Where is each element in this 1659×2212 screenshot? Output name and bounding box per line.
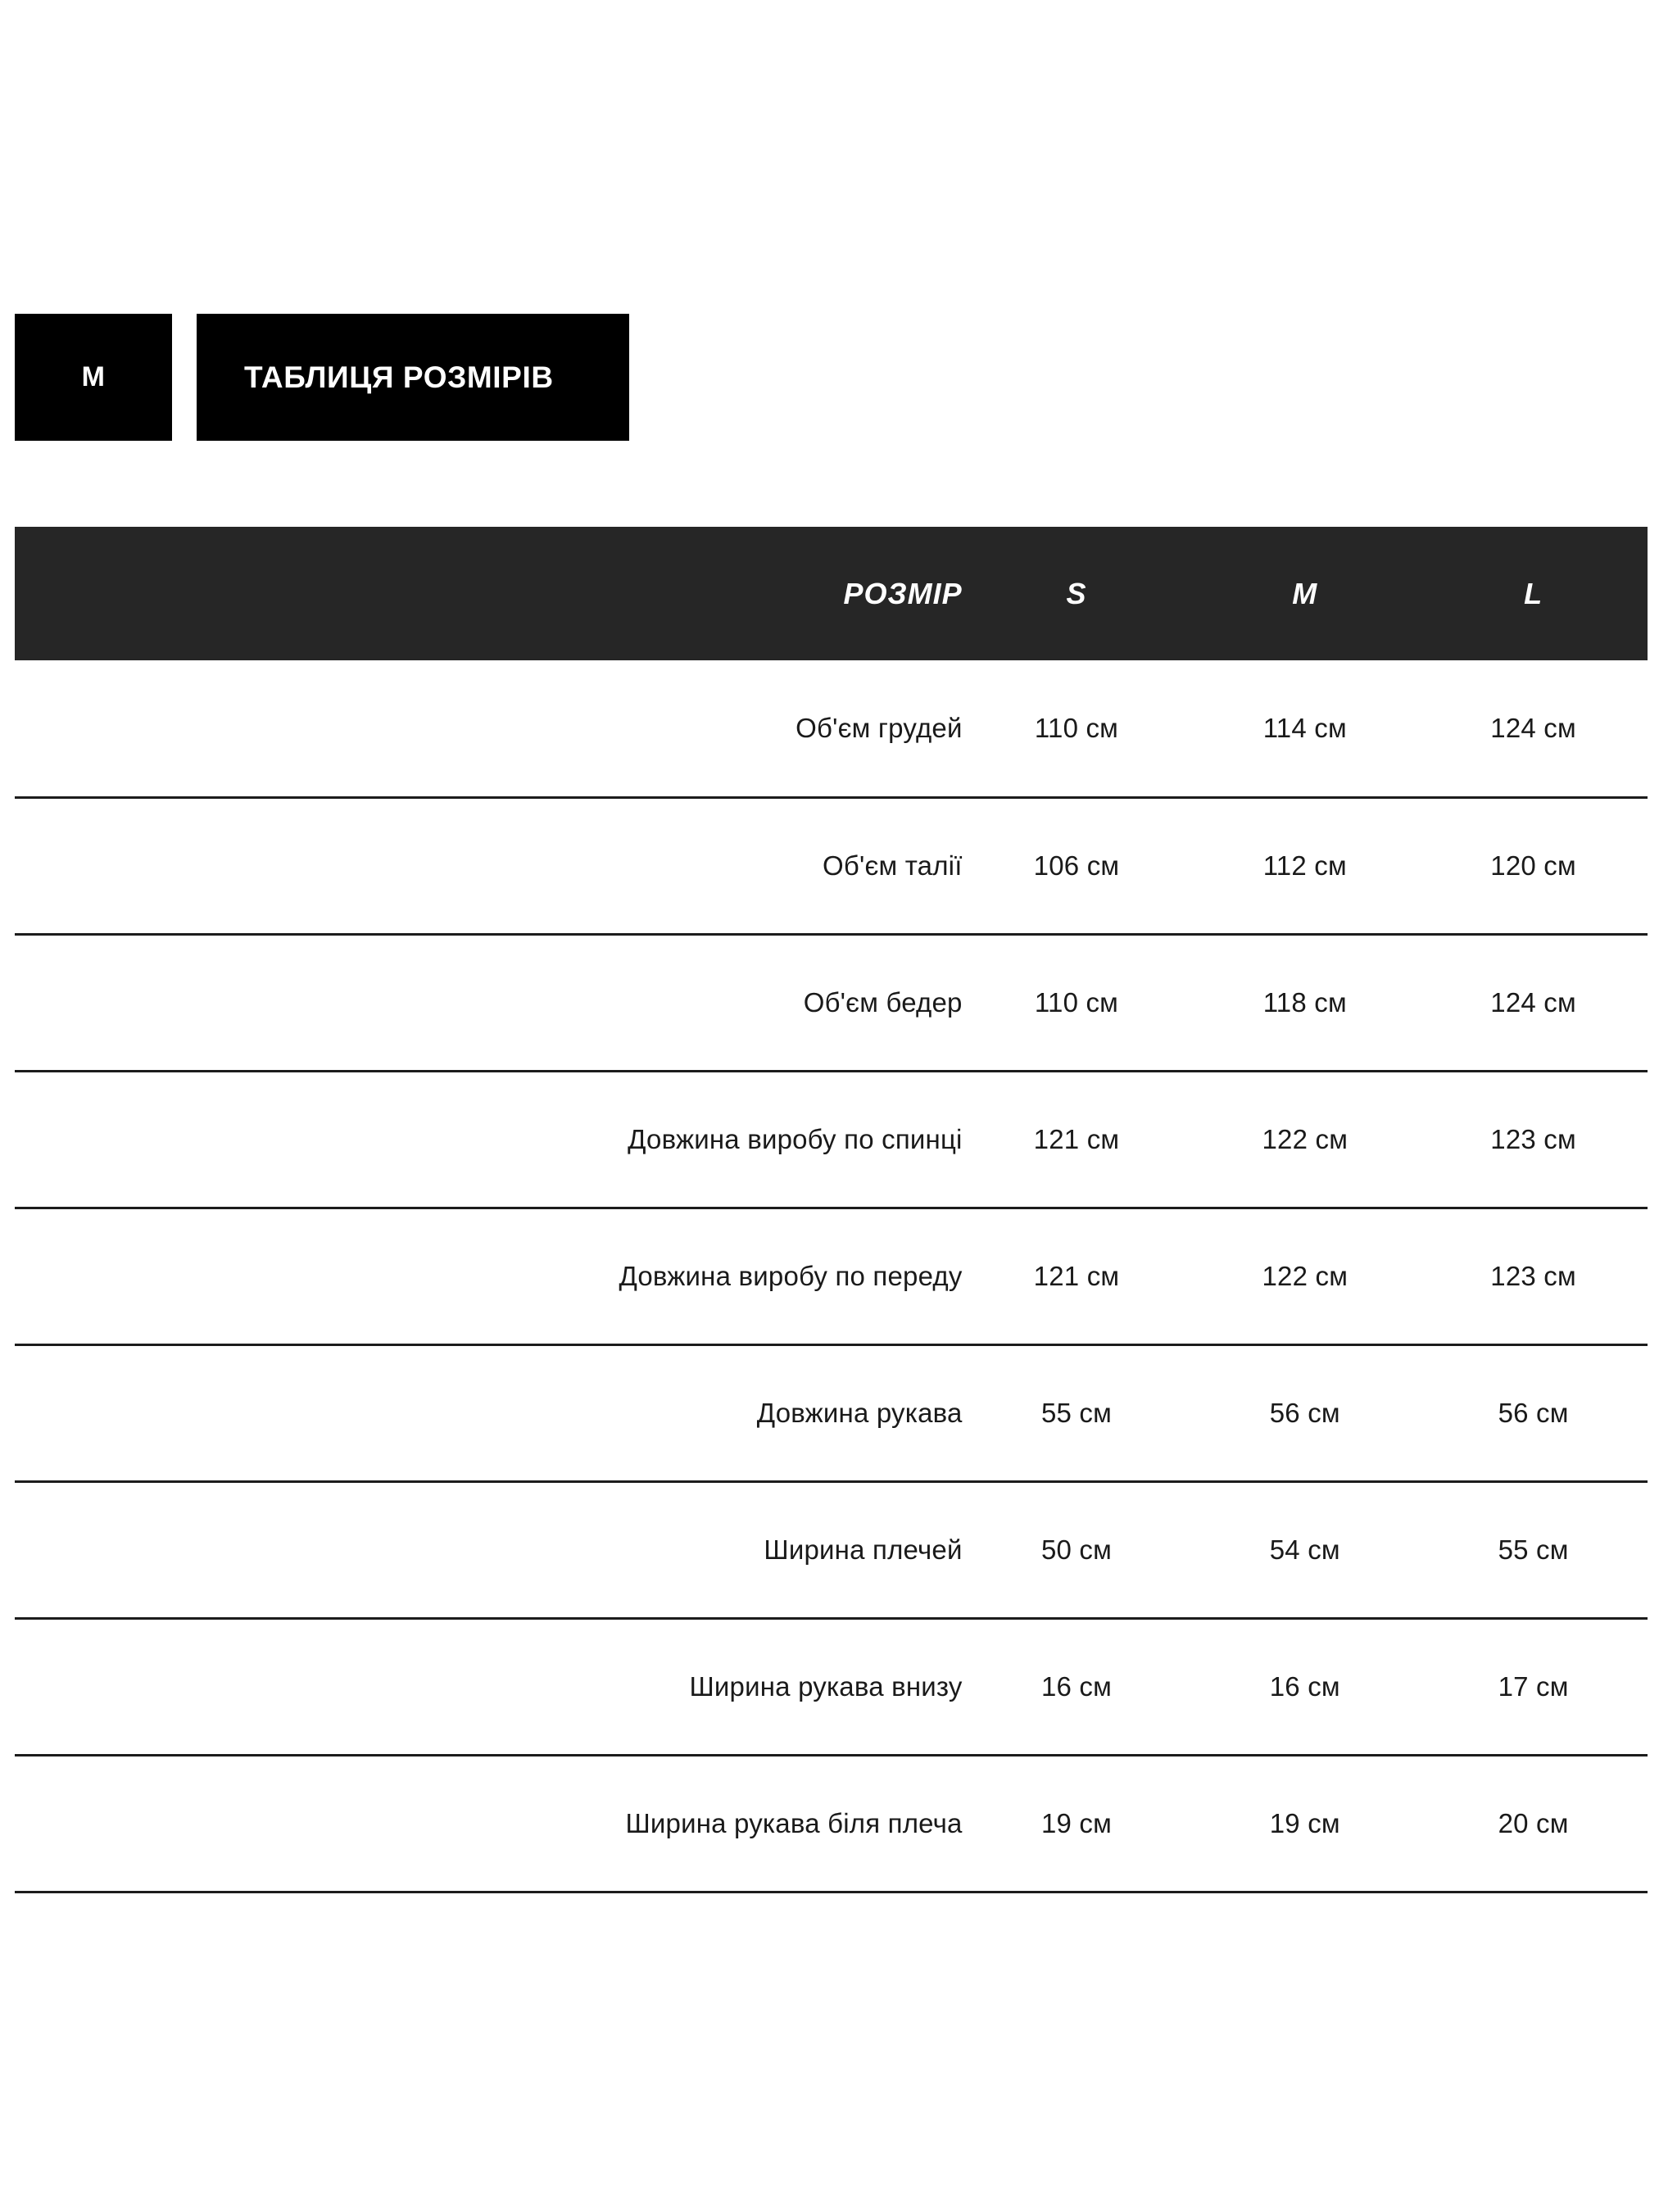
row-value-l: 124 см (1419, 660, 1648, 797)
row-label: Об'єм грудей (15, 660, 963, 797)
row-value-l: 20 см (1419, 1755, 1648, 1892)
row-value-m: 112 см (1190, 797, 1419, 934)
row-value-m: 114 см (1190, 660, 1419, 797)
size-table (15, 527, 1648, 1893)
row-value-m: 19 см (1190, 1755, 1419, 1892)
row-label: Об'єм бедер (15, 934, 963, 1071)
header-size-l: L (1524, 576, 1543, 610)
row-value-s: 16 см (963, 1618, 1191, 1755)
table-header-row (15, 527, 1648, 660)
row-value-s: 19 см (963, 1755, 1191, 1892)
row-value-s: 121 см (963, 1208, 1191, 1344)
selected-size-label: M (81, 361, 106, 392)
row-value-l: 120 см (1419, 797, 1648, 934)
size-table-container (15, 527, 1648, 1893)
header-size-s: S (1066, 576, 1087, 610)
row-value-m: 122 см (1190, 1071, 1419, 1208)
row-value-m: 16 см (1190, 1618, 1419, 1755)
row-label: Довжина виробу по переду (15, 1208, 963, 1344)
table-row (15, 1344, 1648, 1481)
table-row (15, 1755, 1648, 1892)
selected-size-badge (15, 314, 172, 441)
row-value-s: 110 см (963, 934, 1191, 1071)
table-row (15, 1481, 1648, 1618)
row-label: Об'єм талії (15, 797, 963, 934)
row-value-s: 50 см (963, 1481, 1191, 1618)
badge-row (15, 314, 629, 441)
row-label: Довжина виробу по спинці (15, 1071, 963, 1208)
row-value-l: 123 см (1419, 1208, 1648, 1344)
table-row (15, 1071, 1648, 1208)
row-value-s: 110 см (963, 660, 1191, 797)
row-label: Ширина рукава біля плеча (15, 1755, 963, 1892)
row-value-m: 122 см (1190, 1208, 1419, 1344)
table-row (15, 660, 1648, 797)
header-measurement: РОЗМІР (843, 576, 963, 610)
row-label: Ширина рукава внизу (15, 1618, 963, 1755)
row-value-l: 55 см (1419, 1481, 1648, 1618)
row-value-m: 118 см (1190, 934, 1419, 1071)
row-value-s: 121 см (963, 1071, 1191, 1208)
row-value-l: 56 см (1419, 1344, 1648, 1481)
row-value-s: 55 см (963, 1344, 1191, 1481)
row-value-s: 106 см (963, 797, 1191, 934)
row-value-l: 124 см (1419, 934, 1648, 1071)
size-table-body (15, 660, 1648, 1892)
table-row (15, 934, 1648, 1071)
row-value-m: 54 см (1190, 1481, 1419, 1618)
row-value-l: 123 см (1419, 1071, 1648, 1208)
size-table-head (15, 527, 1648, 660)
row-value-l: 17 см (1419, 1618, 1648, 1755)
row-value-m: 56 см (1190, 1344, 1419, 1481)
size-chart-title: ТАБЛИЦЯ РОЗМІРІВ (244, 360, 554, 394)
size-chart-title-badge (197, 314, 629, 441)
table-row (15, 1618, 1648, 1755)
header-size-m: M (1292, 576, 1318, 610)
table-row (15, 797, 1648, 934)
row-label: Ширина плечей (15, 1481, 963, 1618)
table-row (15, 1208, 1648, 1344)
row-label: Довжина рукава (15, 1344, 963, 1481)
